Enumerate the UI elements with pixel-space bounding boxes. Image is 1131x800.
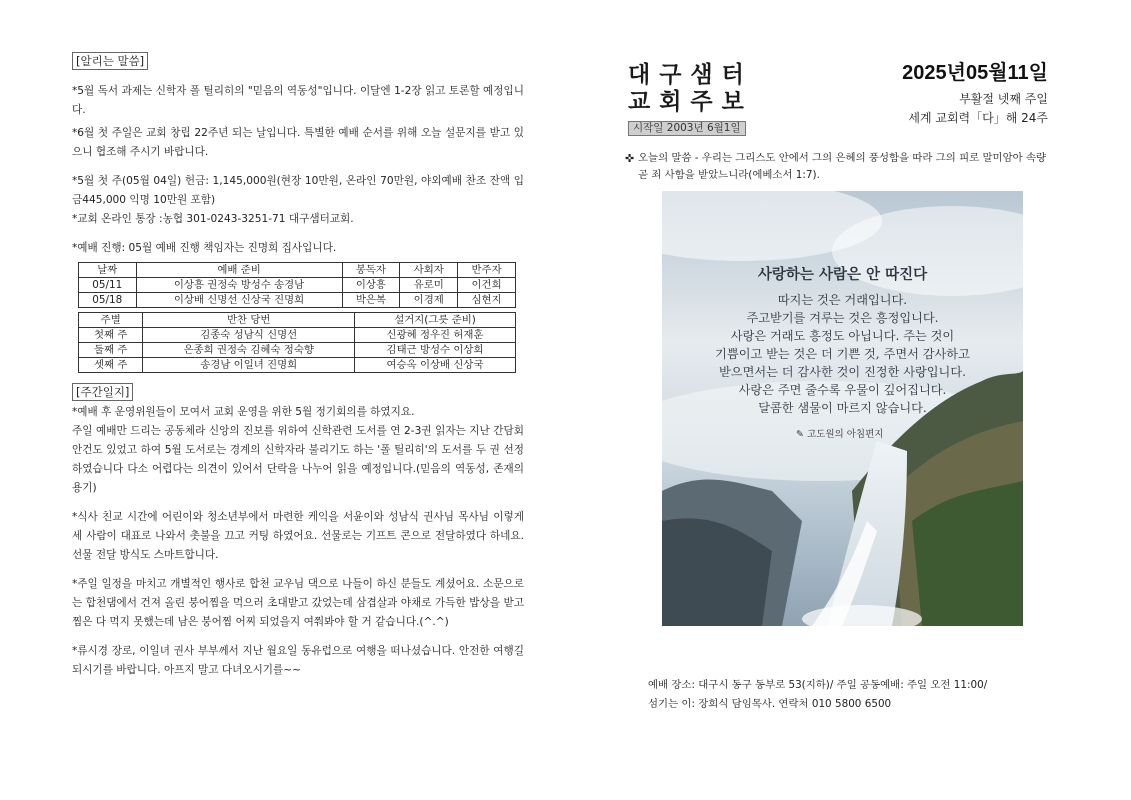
poem-line: 받으면서는 더 감사한 것이 진정한 사랑입니다. [719, 365, 966, 379]
table-header-row [79, 263, 516, 278]
table-header-cell: 사회자 [400, 263, 458, 278]
table-cell: 둘째 주 [79, 343, 143, 358]
poem-line: 달콤한 샘물이 마르지 않습니다. [758, 401, 927, 415]
notice-item: *예배 진행: 05월 예배 진행 책임자는 진명희 집사입니다. [72, 242, 337, 254]
diary-item: *주일 일정을 마치고 개별적인 행사로 합천 교우님 댁으로 나들이 하신 분들도 계셨어요. 소문으로는 합천댐에서 건져 올린 붕어찜을 먹으러 초대받고 갔었는데 삼겹살과 야채로 가득한 밥상을 받고 찜은 다 먹지 못했는데 남은 붕어찜 어찌 되었을지 여쭤봐야 할 거 같습니다.(^.^) [72, 578, 524, 628]
table-cell: 김종숙 성남식 신명선 [143, 328, 355, 343]
table-cell: 김태근 방성수 이상희 [355, 343, 516, 358]
notice-item: *교회 온라인 통장 :농협 301-0243-3251-71 대구샘터교회. [72, 213, 354, 225]
poem-title: 사랑하는 사람은 안 따진다 [757, 266, 928, 283]
table-row [79, 278, 516, 293]
worship-duty-table [78, 262, 516, 308]
table-header-cell: 날짜 [79, 263, 137, 278]
pastor-contact: 섬기는 이: 장희식 담임목사. 연락처 010 5800 6500 [648, 698, 892, 710]
poem-line: 기쁨이고 받는 것은 더 기쁜 것, 주면서 감사하고 [715, 347, 970, 361]
footer-info [648, 676, 1048, 714]
table-cell: 이상배 신명선 신상국 진명희 [136, 293, 342, 308]
liturgical-week: 부활절 넷째 주일 [959, 92, 1048, 106]
notice-item: *5월 첫 주(05월 04일) 헌금: 1,145,000원(현장 10만원, 온라인 70만원, 야외예배 찬조 잔액 입금445,000 익명 10만원 포함) [72, 175, 524, 206]
table-cell: 박은복 [342, 293, 400, 308]
notice-heading: [알리는 말씀] [72, 52, 148, 70]
table-header-cell: 봉독자 [342, 263, 400, 278]
table-cell: 05/11 [79, 278, 137, 293]
diary-item: *식사 친교 시간에 어린이와 청소년부에서 마련한 케익을 서윤이와 성남식 권사님 목사님 이렇게 세 사람이 대표로 나와서 촛불을 끄고 커팅 하였어요. 선물로는 기프트 콘으로 전달하였다 하네요. 선물 전달 방식도 스마트합니다. [72, 511, 524, 561]
worship-location: 예배 장소: 대구시 동구 동부로 53(지하)/ 주일 공동예배: 주일 오전 11:00/ [648, 679, 988, 691]
pen-icon: ✎ [796, 429, 804, 440]
table-cell: 여승옥 이상배 신상국 [355, 358, 516, 373]
notice-item: *5월 독서 과제는 신학자 폴 틸리히의 "믿음의 역동성"입니다. 이달엔 1-2장 읽고 토론할 예정입니다. [72, 85, 524, 116]
left-column [72, 52, 524, 684]
diary-item: *예배 후 운영위원들이 모여서 교회 운영을 위한 5월 정기회의를 하였지요. [72, 406, 415, 418]
diary-item: *류시경 장로, 이일녀 권사 부부께서 지난 월요일 동유럽으로 여행을 떠나셨습니다. 안전한 여행길 되시기를 바랍니다. 아프지 말고 다녀오시기를~~ [72, 645, 524, 676]
table-cell: 셋째 주 [79, 358, 143, 373]
bulletin-date: 2025년05월11일 [902, 62, 1048, 84]
cross-icon: ✜ [625, 152, 635, 165]
table-header-cell: 설거지(그릇 준비) [355, 313, 516, 328]
table-header-cell: 예배 준비 [136, 263, 342, 278]
table-row [79, 328, 516, 343]
poem-line: 사랑은 주면 줄수록 우물이 깊어집니다. [738, 383, 947, 397]
table-cell: 유로미 [400, 278, 458, 293]
date-block [902, 60, 1048, 128]
table-cell: 첫째 주 [79, 328, 143, 343]
logo-line-1: 대구샘터 [628, 62, 753, 88]
table-cell: 이상흥 [342, 278, 400, 293]
verse-text: 오늘의 말씀 - 우리는 그리스도 안에서 그의 은혜의 풍성함을 따라 그의 피로 말미암아 속량 곧 죄 사함을 받았느니라(에베소서 1:7). [638, 152, 1047, 181]
waterfall-photo [662, 191, 1023, 626]
table-cell: 이경제 [400, 293, 458, 308]
table-header-cell: 주별 [79, 313, 143, 328]
table-row [79, 358, 516, 373]
table-header-row [79, 313, 516, 328]
table-cell: 이건희 [458, 278, 516, 293]
table-header-cell: 반주자 [458, 263, 516, 278]
church-calendar: 세계 교회력「다」해 24주 [908, 111, 1048, 125]
diary-heading: [주간일지] [72, 383, 133, 401]
table-row [79, 343, 516, 358]
poem-signature-text: 고도원의 아침편지 [807, 429, 884, 440]
poem-line: 사랑은 거래도 흥정도 아닙니다. 주는 것이 [730, 329, 955, 343]
table-cell: 송경남 이일녀 진명희 [143, 358, 355, 373]
poem-line: 주고받기를 겨루는 것은 흥정입니다. [746, 311, 939, 325]
table-cell: 은종희 권정숙 김혜숙 정숙향 [143, 343, 355, 358]
poem-signature [796, 426, 883, 440]
since-badge: 시작일 2003년 6월1일 [628, 121, 746, 136]
notice-item: *6월 첫 주일은 교회 창립 22주년 되는 날입니다. 특별한 예배 순서를 위해 오늘 설문지를 받고 있으니 협조해 주시기 바랍니다. [72, 127, 524, 158]
table-cell: 심현지 [458, 293, 516, 308]
poem-line: 따지는 것은 거래입니다. [777, 293, 908, 307]
logo-line-2: 교회주보 [628, 89, 753, 115]
table-header-cell: 반찬 당번 [143, 313, 355, 328]
table-row [79, 293, 516, 308]
table-cell: 신광혜 정우진 허재훈 [355, 328, 516, 343]
meal-duty-table [78, 312, 516, 373]
todays-verse [625, 150, 1058, 184]
church-logo [628, 62, 768, 136]
table-cell: 05/18 [79, 293, 137, 308]
diary-item: 주일 예배만 드리는 공동체라 신앙의 진보를 위하여 신학관련 도서를 연 2-3권 읽자는 지난 간담회 안건도 있었고 하여 5월 도서로는 경계의 신학자라 불리기도 하는 '폴 틸리히'의 도서를 두 권 선정하였습니다 다소 어렵다는 의견이 있어서 단락을 나누어 읽을 예정입니다.(믿음의 역동성, 존재의 용기) [72, 425, 524, 494]
table-cell: 이상흥 권정숙 방성수 송경남 [136, 278, 342, 293]
